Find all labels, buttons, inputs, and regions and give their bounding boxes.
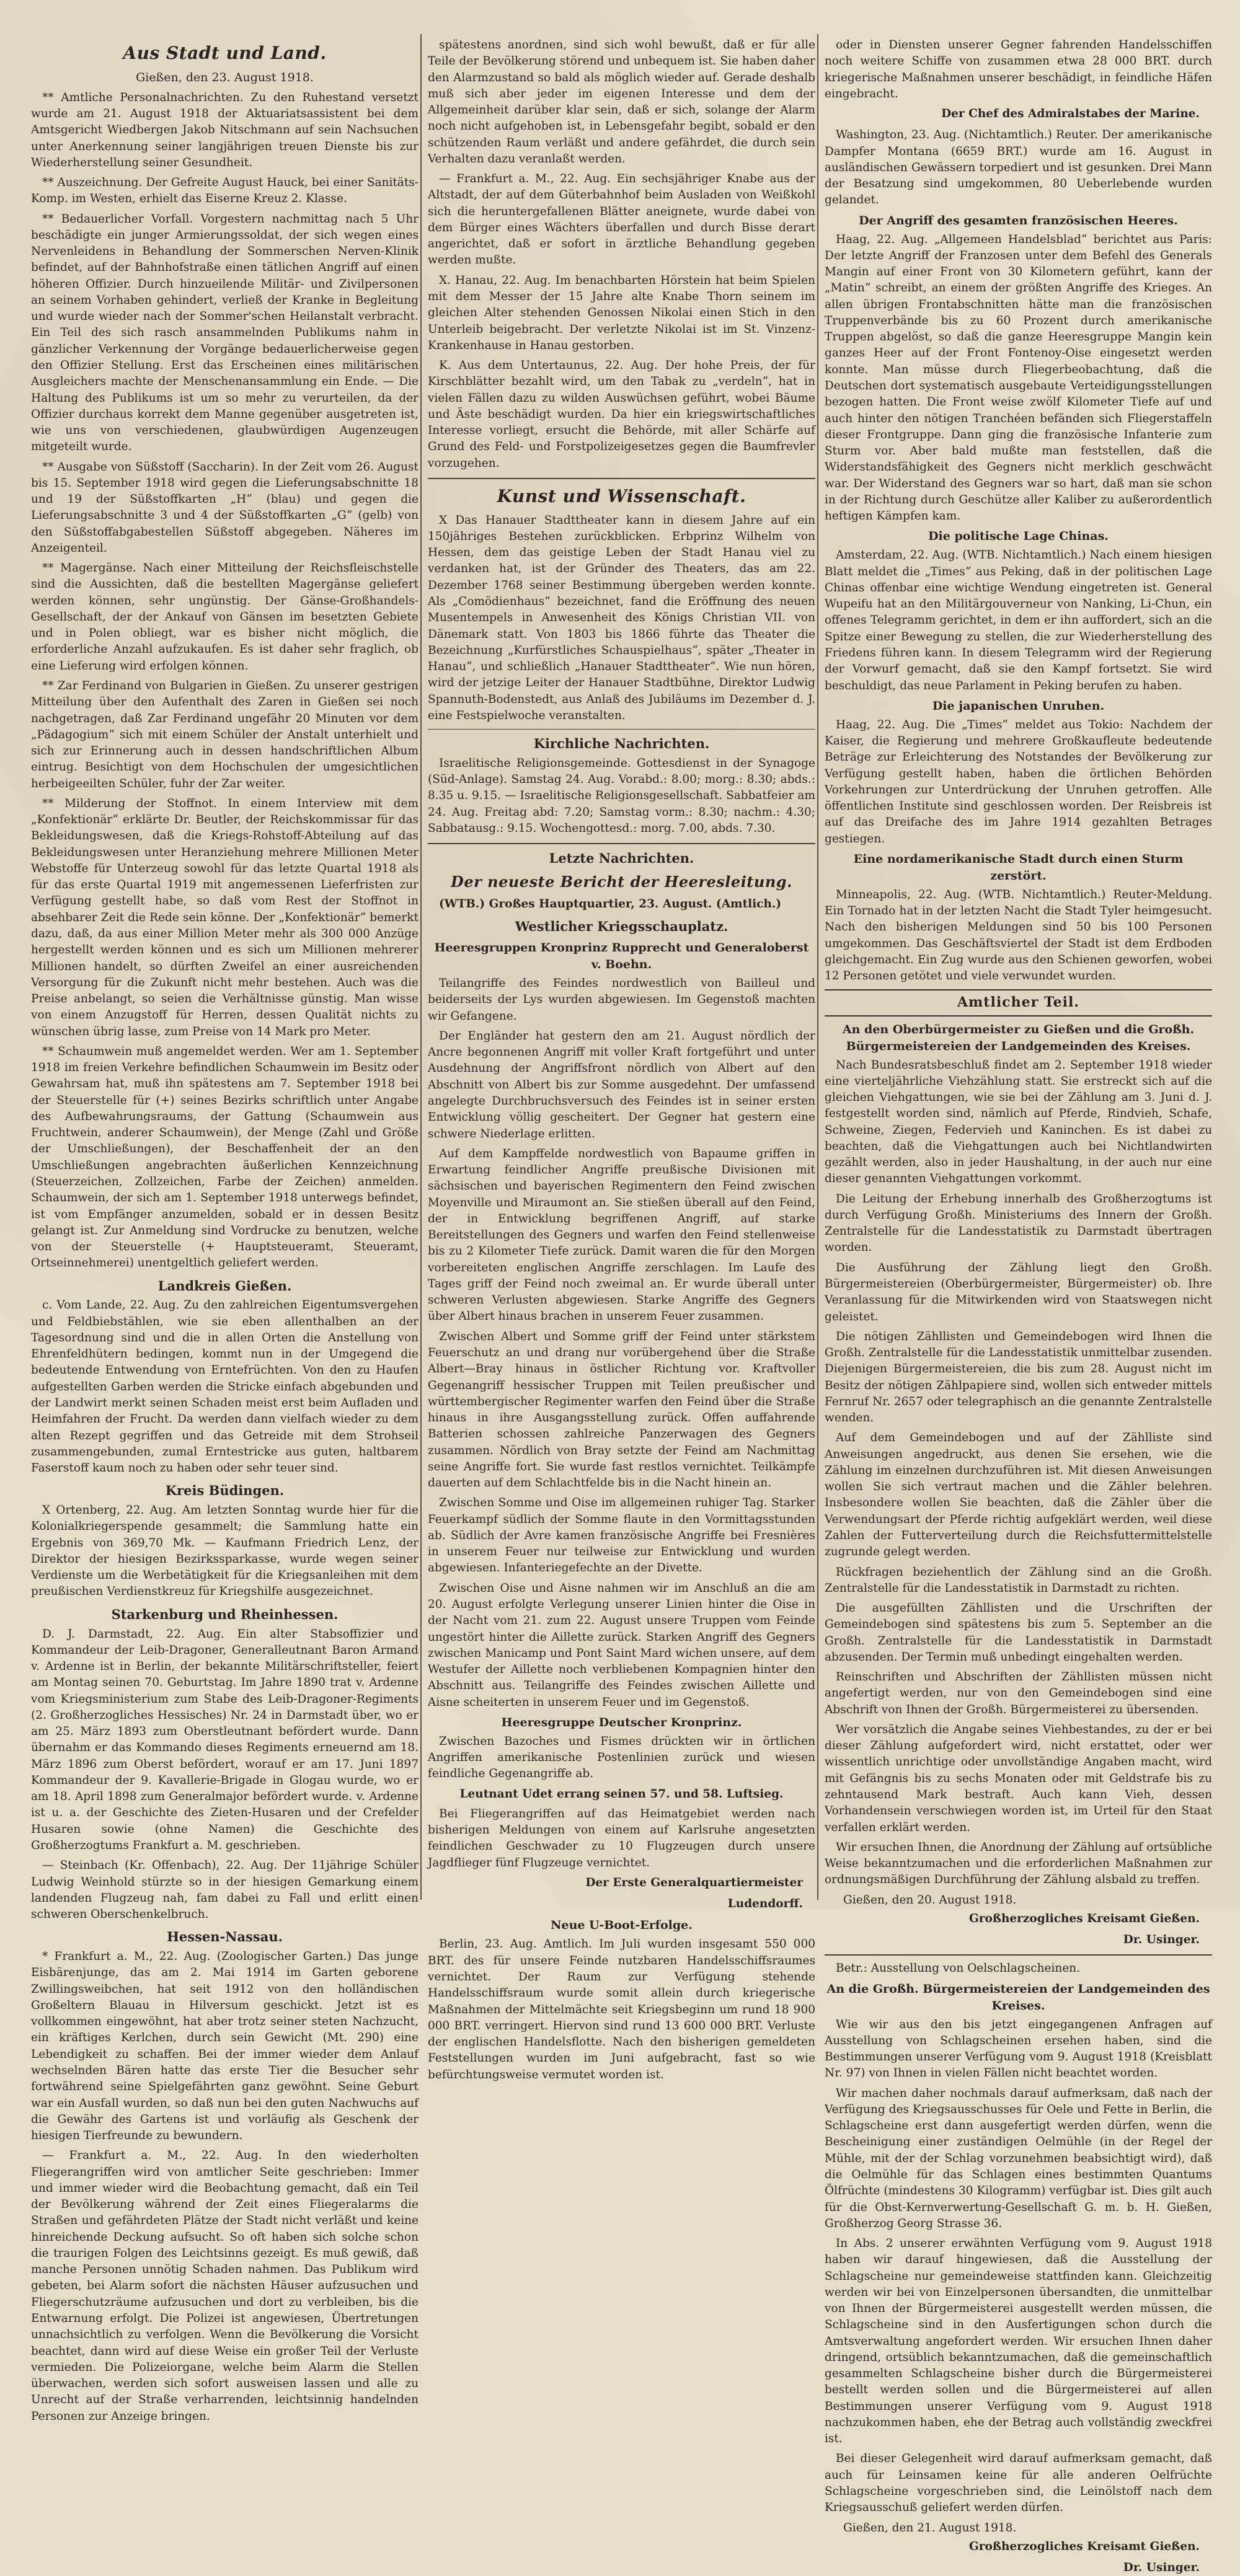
article-paragraph: Die nötigen Zähllisten und Gemeindebogen wird Ihnen die Großh. Zentralstelle für die Landesstatistik unmittelbar zusenden. Diejenigen Bürgermeistereien, die bis zum 28. August nicht im Besitz der nötigen Zählpapiere sind, wollen sich entweder mittels Fernruf Nr. 2657 oder telegraphisch an die genannte Zentralstelle wenden. — [825, 1330, 1212, 1425]
divider — [428, 729, 815, 730]
signature-name: Dr. Usinger. — [1123, 2561, 1200, 2575]
article-paragraph: ** Bedauerlicher Vorfall. Vorgestern nachmittag nach 5 Uhr beschädigte ein junger Armierungssoldat, der sich wegen eines Nervenleidens in Behandlung der Sommerschen Nerven-Klinik befindet, auf der Bahnhofstraße einen tätlichen Angriff auf einen höheren Offizier. Durch hinzueilende Militär- und Zivilpersonen an seinem Vorhaben gehindert, verließ der Kranke in Begleitung und wurde wieder nach der Sommer'schen Heilanstalt verbracht. Ein Teil des sich rasch ansammelnden Publikums nahm in gänzlicher Verkennung der Vorgänge bedauerlicherweise gegen den Offizier Stellung. Erst das Erscheinen eines militärischen Ausgleichers machte der Menschenansammlung ein Ende. — Die Haltung des Publikums ist um so mehr zu verurteilen, da der Offizier durchaus korrekt dem Manne gegenüber ausgetreten ist, wie uns von verschiedenen, glaubwürdigen Augenzeugen mitgeteilt wurde. — [31, 212, 418, 454]
article-paragraph: Zwischen Oise und Aisne nahmen wir im Anschluß an die am 20. August erfolgte Verlegung unserer Linien hinter die Oise in der Nacht vom 21. zum 22. August unsere Truppen vom Feinde ungestört hinter die Aillette zurück. Starken Angriff des Gegners zwischen Manicamp und Pont Saint Mard wichen unsere, auf dem Westufer der Aillette noch verbliebenen Kompagnien hinter den Abschnitt aus. Teilangriffe des Feindes zwischen Aillette und Aisne scheiterten in unserem Feuer und im Gegenstoß. — [428, 1581, 815, 1709]
article-paragraph: ** Amtliche Personalnachrichten. Zu den Ruhestand versetzt wurde am 21. August 1918 der Aktuariatsassistent bei dem Amtsgericht Wiedbergen Jakob Nitschmann auf sein Nachsuchen unter Anerkennung seiner langjährigen treuen Dienste bis zur Wiederherstellung seiner Gesundheit. — [31, 90, 418, 169]
dateline: Gießen, den 23. August 1918. — [136, 70, 314, 84]
article-paragraph: D. J. Darmstadt, 22. Aug. Ein alter Stabsoffizier und Kommandeur der Leib-Dragoner, Generalleutnant Baron Armand v. Ardenne ist in Berlin, der bekannte Militärschriftsteller, feiert am Montag seinen 70. Geburtstag. Im Jahre 1890 trat v. Ardenne vom Kriegsministerium zum Stabe des Leib-Dragoner-Regiments (2. Großherzogliches Hessisches) Nr. 24 in Darmstadt über, wo er am 25. März 1893 zum Oberstleutnant befördert wurde. Dann übernahm er das Kommando dieses Regiments erneuernd am 18. März 1896 zum Oberst befördert, worauf er am 17. Juni 1897 Kommandeur der 9. Kavallerie-Brigade in Glogau wurde, wo er am 18. April 1898 zum Generalmajor befördert wurde. v. Ardenne ist u. a. der Geschichte des Zieten-Husaren und der Crefelder Husaren sowie (ohne Namen) die Geschichte des Großherzogtums Frankfurt a. M. geschrieben. — [31, 1627, 418, 1852]
subsection-heading: Der Angriff des gesamten französischen Heeres. — [859, 213, 1178, 227]
article-paragraph: Auf dem Kampffelde nordwestlich von Bapaume griffen in Erwartung feindlicher Angriffe preußische Divisionen mit sächsischen und bayerischen Regimentern den Feind zwischen Moyenville und Miraumont an. Sie stießen überall auf den Feind, der in Entwicklung begriffenen Angriff, auf starke Bereitstellungen des Gegners und warfen den Feind stellenweise bis zu 2 Kilometer Tiefe zurück. Damit waren die für den Morgen vorbereiteten englischen Angriffe zerschlagen. Im Laufe des Tages griff der Feind noch zweimal an. Er wurde überall unter schweren Verlusten abgewiesen. Starke Angriffe des Gegners über Albert hinaus brachen in unserem Feuer zusammen. — [428, 1147, 815, 1323]
article-paragraph: oder in Diensten unserer Gegner fahrenden Handelsschiffen noch weitere Schiffe von zusammen etwa 28 000 BRT. durch kriegerische Maßnahmen unserer beschädigt, in feindliche Häfen eingebracht. — [825, 38, 1212, 100]
subsection-heading: Kreis Büdingen. — [165, 1483, 285, 1499]
subsection-heading: Die politische Lage Chinas. — [928, 529, 1109, 544]
signature-title: Der Erste Generalquartiermeister — [585, 1876, 803, 1889]
section-title: Kunst und Wissenschaft. — [497, 485, 746, 506]
article-paragraph: Haag, 22. Aug. „Allgemeen Handelsblad“ berichtet aus Paris: Der letzte Angriff der Franzosen unter dem Befehl des Generals Mangin auf einer Front von 30 Kilometern geführt, kann der „Matin“ schreibt, an einem der größten Angriffe des Krieges. An allen übrigen Frontabschnitten hätte man die französischen Truppenverbände bis zu 60 Prozent durch amerikanische Truppen abgelöst, so daß die ganze Heeresgruppe Mangin kein ganzes Heer auf der Front Fontenoy-Oise eingesetzt werden konnte. Man müsse durch Fliegerbeobachtung, daß die Deutschen dort systematisch ausgebaute Verteidigungsstellungen bezogen hatten. Die Front weise zwölf Kilometer Tiefe auf und auch hinter den nötigen Tranchéen befänden sich Fliegerstaffeln dieser Frontgruppe. Dann ging die französische Infanterie zum Sturm vor. Aber bald mußte man feststellen, daß die Widerstandsfähigkeit des Gegners nicht merklich geschwächt war. Der Widerstand des Gegners war so hart, daß man sie schon in der Richtung durch Geschütze aller Kaliber zu außerordentlich heftigen Kämpfen kam. — [825, 232, 1212, 523]
headline: Der neueste Bericht der Heeresleitung. — [451, 873, 792, 891]
article-paragraph: Amsterdam, 22. Aug. (WTB. Nichtamtlich.) Nach einem hiesigen Blatt meldet die „Times“ aus Peking, daß in der politischen Lage Chinas offenbar eine wichtige Wendung eingetreten ist. General Wupeifu hat an den Militärgouverneur von Nanking, Li-Chun, ein offenes Telegramm gerichtet, in dem er ihn auffordert, sich an die Spitze einer Bewegung zu stellen, die zur Wiederherstellung des Friedens führen kann. In diesem Telegramm wird der Regierung der Vorwurf gemacht, daß sie den Kampf fortsetzt. Sie wird beschuldigt, das neue Parlament in Peking berufen zu haben. — [825, 549, 1212, 692]
article-paragraph: ** Zar Ferdinand von Bulgarien in Gießen. Zu unserer gestrigen Mitteilung über den Aufenthalt des Zaren in Gießen sei noch nachgetragen, daß Zar Ferdinand ungefähr 20 Minuten vor dem „Pädagogium“ sich mit einem Schüler der Anstalt unterhielt und sich zur Erinnerung auch in dessen handschriftlichen Album eintrug. Besichtigt von dem Hochschulen der umgesichtlichen herbeigeeilten Schüler, fuhr der Zar weiter. — [31, 679, 418, 790]
article-paragraph: Washington, 23. Aug. (Nichtamtlich.) Reuter. Der amerikanische Dampfer Montana (6659 BRT.) wurde am 16. August in ausländischen Gewässern torpediert und ist gesunken. Drei Mann der Besatzung sind umgekommen, 80 Ueberlebende wurden gelandet. — [825, 128, 1212, 207]
article-paragraph: Nach Bundesratsbeschluß findet am 2. September 1918 wieder eine vierteljährliche Viehzählung statt. Sie erstreckt sich auf die gleichen Viehgattungen, wie sie bei der Zählung am 3. Juni d. J. festgestellt worden sind, nämlich auf Pferde, Rindvieh, Schafe, Schweine, Ziegen, Federvieh und Kaninchen. Es ist dabei zu beachten, daß die Viehgattungen auch bei Nichtlandwirten gezählt werden, also in jeder Haushaltung, in der auch nur eine dieser genannten Viehgattungen vorkommt. — [825, 1058, 1212, 1186]
article-paragraph: Leutnant Udet errang seinen 57. und 58. Luftsieg. — [459, 1787, 784, 1801]
article-paragraph: — Steinbach (Kr. Offenbach), 22. Aug. Der 11jährige Schüler Ludwig Weinhold stürzte so in der hiesigen Gemarkung einem landenden Flugzeug nah, fam dabei zu Fall und erlitt einen schweren Oberschenkelbruch. — [31, 1859, 418, 1921]
divider — [825, 1954, 1212, 1956]
article-paragraph: ** Auszeichnung. Der Gefreite August Hauck, bei einer Sanitäts-Komp. im Westen, erhielt das Eiserne Kreuz 2. Klasse. — [31, 176, 418, 206]
article-paragraph: Reinschriften und Abschriften der Zähllisten müssen nicht angefertigt werden, nur von den Gemeindebogen sind eine Abschrift von Ihnen der Großh. Bürgermeisterei zu übersenden. — [825, 1670, 1212, 1716]
article-paragraph: Berlin, 23. Aug. Amtlich. Im Juli wurden insgesamt 550 000 BRT. des für unsere Feinde nutzbaren Handelsschiffsraumes vernichtet. Der Raum zur Verfügung stehende Handelsschiffsraum wurde somit allein durch kriegerische Maßnahmen der Mittelmächte seit Kriegsbeginn um rund 18 900 000 BRT. verringert. Hiervon sind rund 13 600 000 BRT. Verluste der englischen Handelsflotte. Nach den bisherigen gemeldeten Feststellungen wurden im Juni aufgebracht, fast so wie befürchtungsweise vermutet worden ist. — [428, 1938, 815, 2081]
column-2 — [428, 37, 815, 2081]
subsection-heading: Neue U-Boot-Erfolge. — [551, 1918, 693, 1933]
article-paragraph: Bei dieser Gelegenheit wird darauf aufmerksam gemacht, daß auch für Leinsamen keine für alle anderen Oelfrüchte Schlagscheine vorgeschrieben sind, die Leinölstoff nach dem Kriegsausschuß geliefert werden dürfen. — [825, 2452, 1212, 2515]
subsection-heading: Die japanischen Unruhen. — [932, 699, 1105, 713]
column-divider — [817, 34, 818, 1900]
article-paragraph: Die Leitung der Erhebung innerhalb des Großherzogtums ist durch Verfügung Großh. Ministeriums des Innern der Großh. Zentralstelle für die Landesstatistik zu Darmstadt übertragen worden. — [825, 1192, 1212, 1255]
article-paragraph: ** Ausgabe von Süßstoff (Saccharin). In der Zeit vom 26. August bis 15. September 1918 wird gegen die Lieferungsabschnitte 18 und 19 der Süßstoffkarten „H“ (blau) und gegen die Lieferungsabschnitte 3 und 4 der Süßstoffkarten „G“ (gelb) von den Süßstoffabgabestellen Süßstoff abgegeben. Näheres im Anzeigenteil. — [31, 460, 418, 555]
subsection-heading: Heeresgruppen Kronprinz Rupprecht und Generaloberst v. Boehn. — [434, 941, 809, 972]
article-paragraph: c. Vom Lande, 22. Aug. Zu den zahlreichen Eigentumsvergehen und Feldbiebstählen, wie sie eben allenthalben an der Tagesordnung sind und die in allen Orten die Anstellung von Ehrenfeldhütern bedingen, kommt nun in der Umgegend die bedeutende Entwendung von Erntefrüchten. Von den zu Haufen aufgestellten Garben werden die Stricke einfach abgebunden und der Landwirt merkt seinen Schaden meist erst beim Aufladen und Heimfahren der Frucht. Da werden dann vielfach wieder zu dem alten Rezept gegriffen und das Getreide mit dem Strohseil zusammengebunden, zumal Erntestricke aus guten, haltbarem Faserstoff kaum noch zu haben oder sehr teuer sind. — [31, 1299, 418, 1475]
article-paragraph: X Ortenberg, 22. Aug. Am letzten Sonntag wurde hier für die Kolonialkriegerspende gesammelt; die Sammlung hatte ein Ergebnis von 369,70 Mk. — Kaufmann Friedrich Lenz, der Direktor der hiesigen Bezirkssparkasse, wurde wegen seiner Verdienste um die Werbetätigkeit für die Kriegsanleihen mit dem preußischen Verdienstkreuz für Kriegshilfe ausgezeichnet. — [31, 1504, 418, 1599]
article-paragraph: Wer vorsätzlich die Angabe seines Viehbestandes, zu der er bei dieser Zählung aufgefordert wird, nicht erstattet, oder wer wissentlich unrichtige oder unvollständige Angaben macht, wird mit Gefängnis bis zu sechs Monaten oder mit Geldstrafe bis zu zehntausend Mark bestraft. Auch kann Vieh, dessen Vorhandensein verschwiegen worden ist, im Urteil für den Staat verfallen erklärt werden. — [825, 1722, 1212, 1834]
subsection-heading: Heeresgruppe Deutscher Kronprinz. — [501, 1715, 742, 1729]
signature-title: Der Chef des Admiralstabes der Marine. — [941, 107, 1200, 121]
article-paragraph: Rückfragen beziehentlich der Zählung sind an die Großh. Zentralstelle für die Landesstatistik in Darmstadt zu richten. — [825, 1565, 1212, 1595]
article-paragraph: Wie wir aus den bis jetzt eingegangenen Anfragen auf Ausstellung von Schlagscheinen ersehen haben, sind die Bestimmungen unserer Verfügung vom 9. August 1918 (Kreisblatt Nr. 97) von Ihnen in vielen Fällen nicht beachtet worden. — [825, 2018, 1212, 2080]
section-title: Letzte Nachrichten. — [549, 850, 694, 867]
section-title: Amtlicher Teil. — [825, 989, 1212, 1016]
article-paragraph: — Frankfurt a. M., 22. Aug. Ein sechsjähriger Knabe aus der Altstadt, der auf dem Güterbahnhof beim Ausladen von Weißkohl sich die heruntergefallenen Blätter aneignete, wurde dabei von dem Bürger eines Wächters überfallen und durch Bisse derart angerichtet, daß er sofort in ärztliche Behandlung gegeben werden mußte. — [428, 172, 815, 267]
address-heading: An die Großh. Bürgermeistereien der Landgemeinden des Kreises. — [826, 1982, 1210, 2013]
signature-name: Ludendorff. — [727, 1897, 803, 1911]
article-paragraph: Haag, 22. Aug. Die „Times“ meldet aus Tokio: Nachdem der Kaiser, die Regierung und mehrere Großkaufleute bedeutende Beträge zur Erleichterung des Notstandes der Bevölkerung zur Verfügung gestellt haben, haben die örtlichen Behörden Vorkehrungen zur Unterdrückung der Unruhen getroffen. Alle öffentlichen Institute sind geschlossen worden. Der Reisbreis ist auf das Dreifache des im Jahre 1914 gezahlten Betrages gestiegen. — [825, 718, 1212, 845]
column-3 — [825, 37, 1212, 2575]
section-title: Kirchliche Nachrichten. — [533, 736, 710, 752]
divider — [428, 843, 815, 844]
divider — [428, 478, 815, 479]
subsection-heading: Hessen-Nassau. — [167, 1929, 283, 1945]
article-paragraph: Minneapolis, 22. Aug. (WTB. Nichtamtlich.) Reuter-Meldung. Ein Tornado hat in der letzten Nacht die Stadt Tyler heimgesucht. Nach den bisherigen Meldungen sind 50 bis 100 Personen umgekommen. Das Geschäftsviertel der Stadt ist dem Erdboden gleichgemacht. Ein Zug wurde aus den Schienen geworfen, wobei 12 Personen getötet und viele verwundet wurden. — [825, 888, 1212, 983]
signature-date: Gießen, den 20. August 1918. — [843, 1893, 1017, 1907]
subject-line: Betr.: Ausstellung von Oelschlagscheinen. — [836, 1962, 1081, 1975]
article-paragraph: X Das Hanauer Stadttheater kann in diesem Jahre auf ein 150jähriges Bestehen zurückblicken. Erbprinz Wilhelm von Hessen, dem das geistige Leben der Stadt Hanau viel zu verdanken hat, ist der Gründer des Theaters, das am 22. Dezember 1768 seiner Bestimmung übergeben werden konnte. Als „Comödienhaus“ bezeichnet, fand die Eröffnung des neuen Musentempels in Anwesenheit des Königs Christian VII. von Dänemark statt. Von 1803 bis 1866 führte das Theater die Bezeichnung „Kurfürstliches Schauspielhaus“, später „Theater in Hanau“, und schließlich „Hanauer Stadttheater“. Wie nun hören, wird der jetzige Leiter der Hanauer Stadtbühne, Direktor Ludwig Spannuth-Bodenstedt, aus Anlaß des Jubiläums im Dezember d. J. eine Festspielwoche veranstalten. — [428, 513, 815, 722]
article-paragraph: Auf dem Gemeindebogen und auf der Zählliste sind Anweisungen angedruckt, aus denen Sie ersehen, wie die Zählung im einzelnen durchzuführen ist. Mit diesen Anweisungen wollen Sie sich vertraut machen und die Zähler belehren. Insbesondere wollen Sie beachten, daß die Zähler über die Verwendungsart der Pferde richtig aufgeklärt werden, weil diese Zahlen der Futterverteilung durch die Reichsfuttermittelstelle zugrunde gelegt werden. — [825, 1431, 1212, 1559]
subsection-heading: Landkreis Gießen. — [157, 1277, 292, 1294]
article-paragraph: Die ausgefüllten Zähllisten und die Urschriften der Gemeindebogen sind spätestens bis zum 5. September an die Großh. Zentralstelle für die Landesstatistik in Darmstadt abzusenden. Der Termin muß unbedingt eingehalten werden. — [825, 1602, 1212, 1664]
signature-date: Gießen, den 21. August 1918. — [843, 2521, 1017, 2534]
article-paragraph: X. Hanau, 22. Aug. Im benachbarten Hörstein hat beim Spielen mit dem Messer der 15 Jahre alte Knabe Thorn seinem im gleichen Alter stehenden Genossen Nikolai einen Stich in den Unterleib beigebracht. Der verletzte Nikolai ist im St. Vinzenz-Krankenhause in Hanau gestorben. — [428, 273, 815, 352]
article-paragraph: Zwischen Albert und Somme griff der Feind unter stärkstem Feuerschutz an und drang nur vorübergehend über die Straße Albert—Bray hinaus in östlicher Richtung vor. Kraftvoller Gegenangriff hessischer Truppen mit Teilen preußischer und württembergischer Regimenter warfen den Feind über die Straße hinaus in ihre Ausgangsstellung zurück. Offen auffahrende Batterien schossen zahlreiche Panzerwagen des Gegners zusammen. Nördlich von Bray setzte der Feind am Nachmittag seine Angriffe fort. Sie wurde fast restlos vernichtet. Teilkämpfe dauerten auf dem Schlachtfelde bis in die Nacht hinein an. — [428, 1330, 815, 1490]
article-paragraph: Israelitische Religionsgemeinde. Gottesdienst in der Synagoge (Süd-Anlage). Samstag 24. Aug. Vorabd.: 8.00; morg.: 8.30; abds.: 8.35 u. 9.15. — Israelitische Religionsgesellschaft. Sabbatfeier am 24. Aug. Freitag abd: 7.20; Samstag vorm.: 8.30; nachm.: 4.30; Sabbatausg.: 9.15. Wochengottesd.: morg. 7.00, abds. 7.30. — [428, 756, 815, 835]
article-paragraph: — Frankfurt a. M., 22. Aug. In den wiederholten Fliegerangriffen wird von amtlicher Seite geschrieben: Immer und immer wieder wird die Beobachtung gemacht, daß ein Teil der Bevölkerung während der Zeit eines Fliegeralarms die Straßen und gefährdeten Plätze der Stadt nicht verläßt und keine hinreichende Deckung aufsucht. So oft haben sich solche schon die traurigen Folgen des Leichtsinns gezeigt. Es muß gewiß, daß manche Personen unnötig Schaden nahmen. Das Publikum wird gebeten, bei Alarm sofort die nächsten Häuser aufzusuchen und Fliegerschutzräume aufzusuchen und dort zu verbleiben, bis die Entwarnung erfolgt. Die Polizei ist angewiesen, Übertretungen unnachsichtlich zu verfolgen. Wenn die Bevölkerung die Vorsicht beachtet, dann wird auf diese Weise ein großer Teil der Verluste vermieden. Die Polizeiorgane, welche beim Alarm die Stellen überwachen, werden sich sofort ausweisen lassen und alle zu Unrecht auf der Straße verharrenden, leichtsinnig handelnden Personen zur Anzeige bringen. — [31, 2149, 418, 2423]
address-heading: An den Oberbürgermeister zu Gießen und die Großh. Bürgermeistereien der Landgemeinden des Kreises. — [842, 1022, 1195, 1053]
column-1 — [31, 37, 418, 2423]
article-paragraph: Zwischen Bazoches und Fismes drückten wir in örtlichen Angriffen amerikanische Postenlinien zurück und wiesen feindliche Gegenangriffe ab. — [428, 1734, 815, 1781]
subsection-heading: Starkenburg und Rheinhessen. — [111, 1606, 339, 1622]
report-header: (WTB.) Großes Hauptquartier, 23. August. (Amtlich.) — [439, 898, 782, 911]
article-paragraph: Wir machen daher nochmals darauf aufmerksam, daß nach der Verfügung des Kriegsausschusses für Oele und Fette in Berlin, die Schlagscheine erst dann ausgefertigt werden dürfen, wenn die Bescheinigung einer zuständigen Oelmühle (in der Regel der Mühle, mit der der Schlag vorzunehmen beabsichtigt wird), daß die Oelmühle für das Schlagen eines bestimmten Quantums Ölfrüchte (mindestens 30 Kilogramm) verfügbar ist. Dies gilt auch für die Obst-Kernverwertung-Gesellschaft G. m. b. H. Gießen, Großherzog Georg Strasse 36. — [825, 2086, 1212, 2230]
article-paragraph: Wir ersuchen Ihnen, die Anordnung der Zählung auf ortsübliche Weise bekanntzumachen und die erforderlichen Maßnahmen zur ordnungsmäßigen Durchführung der Zählung alsbald zu treffen. — [825, 1840, 1212, 1887]
article-paragraph: Zwischen Somme und Oise im allgemeinen ruhiger Tag. Starker Feuerkampf südlich der Somme flaute in den Vormittagsstunden ab. Südlich der Avre kamen französische Angriffe bei Fresnières in unserem Feuer nur teilweise zur Entwicklung und wurden abgewiesen. Infanteriegefechte an der Divette. — [428, 1496, 815, 1575]
signature-office: Großherzogliches Kreisamt Gießen. — [969, 2539, 1200, 2553]
subsection-heading: Eine nordamerikanische Stadt durch einen Sturm zerstört. — [853, 852, 1184, 883]
article-paragraph: Teilangriffe des Feindes nordwestlich von Bailleul und beiderseits der Lys wurden abgewiesen. Im Gegenstoß machten wir Gefangene. — [428, 977, 815, 1023]
article-paragraph: ** Schaumwein muß angemeldet werden. Wer am 1. September 1918 im freien Verkehre befindlichen Schaumwein im Besitz oder Gewahrsam hat, muß ihn spätestens am 7. September 1918 bei der Steuerstelle für (+) seines Bezirks schriftlich unter Angabe des Aufbewahrungsraums, der Gattung (Schaumwein aus Fruchtwein, anderer Schaumwein), der Menge (Zahl und Größe der Umschließungen), der Beschaffenheit der an den Umschließungen angebrachten äußerlichen Kennzeichnung (Steuerzeichen, Zollzeichen, Farbe der Zeichen) anmelden. Schaumwein, der sich am 1. September 1918 unterwegs befindet, ist vom Empfänger anzumelden, sobald er in dessen Besitz gelangt ist. Zur Anmeldung sind Vordrucke zu benutzen, welche von der Steuerstelle (+ Hauptsteueramt, Steueramt, Ortseinnehmerei) unentgeltlich geliefert werden. — [31, 1044, 418, 1270]
column-divider — [420, 34, 422, 1900]
article-paragraph: ** Milderung der Stoffnot. In einem Interview mit dem „Konfektionär“ erklärte Dr. Beutler, der Reichskommissar für das Bekleidungswesen, daß die Kriegs-Rohstoff-Abteilung auf das Bekleidungswesen unter Heranziehung mehrere Millionen Meter Webstoffe für Unterzeug sowohl für das letzte Quartal 1918 als für das erste Quartal 1919 mit angemessenen Lieferfristen zur Verfügung gestellt habe, so daß vom Rest der Stoffnot in absehbarer Zeit die Rede sein könne. Der „Konfektionär“ bemerkt dazu, daß, da aus einer Million Meter mehr als 300 000 Anzüge hergestellt werden können und es sich um Millionen mehrerer Millionen handelt, so dürften Zweifel an einer ausreichenden Versorgung für die Zukunft nicht mehr bestehen. Auch was die Preise anbelangt, so seien die Verhältnisse günstig. Man wisse von einem Anzugstoff für Herren, dessen Qualität nichts zu wünschen übrig lasse, zum Preise von 14 Mark pro Meter. — [31, 796, 418, 1038]
article-paragraph: * Frankfurt a. M., 22. Aug. (Zoologischer Garten.) Das junge Eisbärenjunge, das am 2. Mai 1914 im Garten geborene Zwillingsweibchen, hat seit 1912 von den holländischen Großeltern Blauau in Hilversum geschickt. Jetzt ist es vollkommen eingewöhnt, hat aber trotz seiner steten Nachzucht, ein kräftiges Kerlchen, durch sein Gewicht (Mt. 290) eine Lebendigkeit zu schaffen. Bei der immer wieder dem Anlauf wechselnden Bären hatte das erste Tier die Besucher sehr fortwährend seine Spielgefährten ganz gewöhnt. Seine Geburt war ein Ausfall wurden, so daß nun bei den guten Nachwuchs auf die Gewähr des Gartens ist und vorläufig als Geschenk der hiesigen Tierfreunde zu bewundern. — [31, 1950, 418, 2143]
article-paragraph: Die Ausführung der Zählung liegt den Großh. Bürgermeistereien (Oberbürgermeister, Bürgermeister) ob. Ihre Veranlassung für die Mitwirkenden wird von Staatswegen nicht geleistet. — [825, 1261, 1212, 1323]
article-paragraph: Bei Fliegerangriffen auf das Heimatgebiet werden nach bisherigen Meldungen von einem auf Karlsruhe angesetzten feindlichen Geschwader zu 10 Flugzeugen durch unsere Jagdflieger fünf Flugzeuge vernichtet. — [428, 1807, 815, 1869]
article-paragraph: Der Engländer hat gestern den am 21. August nördlich der Ancre begonnenen Angriff mit voller Kraft fortgeführt und unter Ausdehnung der Angriffsfront nördlich von Albert auf den Abschnitt von Albert bis zur Somme ausgedehnt. Der umfassend angelegte Durchbruchsversuch des Feindes ist in seiner ersten Entwicklung völlig gescheitert. Der Gegner hat gestern eine schwere Niederlage erlitten. — [428, 1029, 815, 1140]
subsection-heading: Westlicher Kriegsschauplatz. — [515, 919, 728, 935]
signature-office: Großherzogliches Kreisamt Gießen. — [969, 1912, 1200, 1925]
section-title: Aus Stadt und Land. — [123, 43, 327, 63]
signature-name: Dr. Usinger. — [1123, 1933, 1200, 1947]
article-paragraph: spätestens anordnen, sind sich wohl bewußt, daß er für alle Teile der Bevölkerung störend und unbequem ist. Sie haben daher den Alarmzustand so bald als möglich wieder auf. Gerade deshalb muß sich aber jeder im eigenen Interesse und dem der Allgemeinheit darüber klar sein, daß er sich, solange der Alarm noch nicht aufgehoben ist, in Lebensgefahr begibt, sobald er den schützenden Raum verläßt und andere gefährdet, die durch sein Verhalten dazu veranlaßt werden. — [428, 38, 815, 165]
article-paragraph: In Abs. 2 unserer erwähnten Verfügung vom 9. August 1918 haben wir darauf hingewiesen, daß die Ausstellung der Schlagscheine nur gemeindeweise stattfinden kann. Gleichzeitig werden wir bei von Einzelpersonen übersandten, die unmittelbar von Ihnen der Bürgermeisterei ausgestellt werden müssen, die Schlagscheine sind in den Ausfertigungen schon durch die Amtsverwaltung angefordert werden. Wir ersuchen Ihnen daher dringend, ortsüblich bekanntzumachen, daß die gemeinschaftlich gesammelten Schlagscheine bisher durch die Bürgermeisterei bestellt werden sollen und die Bürgermeisterei auf allen Bestimmungen unserer Verfügung vom 9. August 1918 nachzukommen haben, ehe der Betrag auch vollständig zweckfrei ist. — [825, 2237, 1212, 2446]
article-paragraph: ** Magergänse. Nach einer Mitteilung der Reichsfleischstelle sind die Aussichten, daß die bestellten Magergänse geliefert werden können, sehr ungünstig. Der Gänse-Großhandels-Gesellschaft, der der Ankauf von Gänsen im besetzten Gebiete und in Polen obliegt, war es bisher nicht möglich, die erforderliche Anzahl aufzukaufen. Es ist daher sehr fraglich, ob eine Lieferung wird erfolgen können. — [31, 562, 418, 673]
article-paragraph: K. Aus dem Untertaunus, 22. Aug. Der hohe Preis, der für Kirschblätter bezahlt wird, um den Tabak zu „verdeln“, hat in vielen Fällen dazu zu wilden Auswüchsen geführt, wobei Bäume und Äste beschädigt wurden. Da hier ein kriegswirtschaftliches Interesse vorliegt, ersucht die Behörde, mit aller Schärfe auf Grund des Feld- und Forstpolizeigesetzes gegen die Baumfrevler vorzugehen. — [428, 359, 815, 470]
